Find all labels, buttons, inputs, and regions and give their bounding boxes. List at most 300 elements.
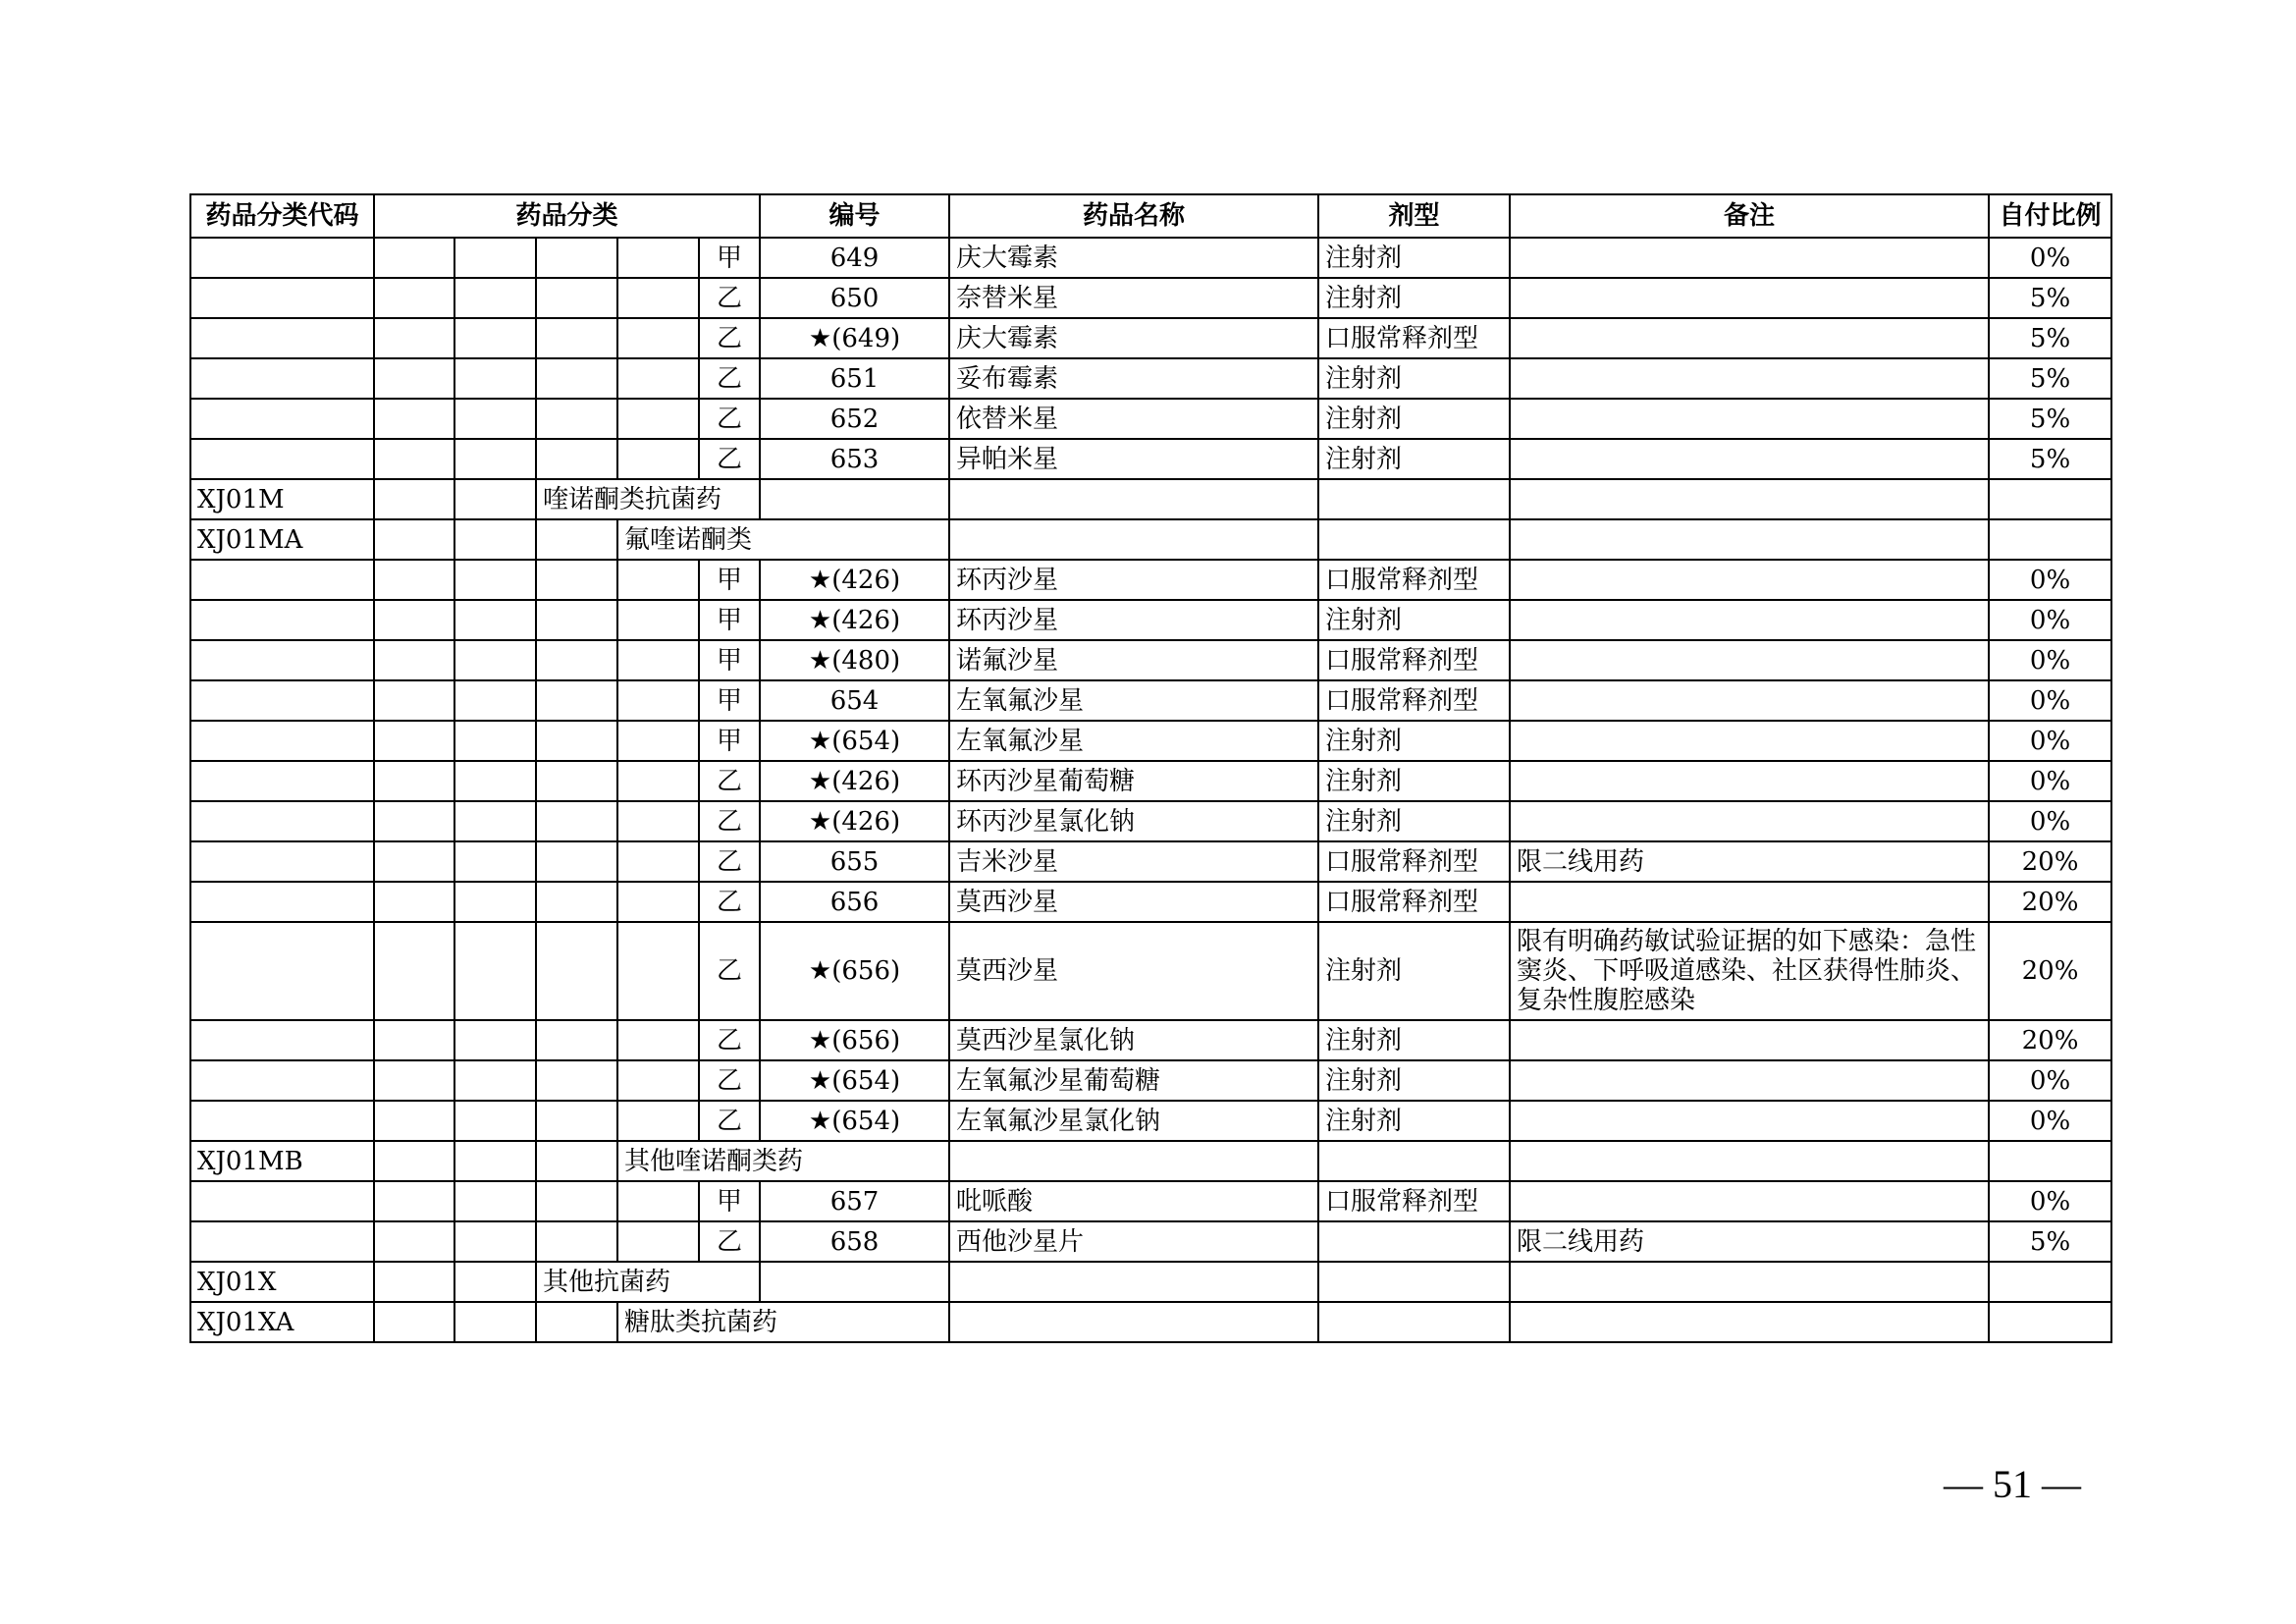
category-code-cell <box>190 238 374 278</box>
category-level-2-cell <box>454 560 536 600</box>
drug-name-cell: 庆大霉素 <box>949 238 1318 278</box>
table-row <box>190 680 2111 721</box>
remarks-cell <box>1510 399 1989 439</box>
category-code-cell: XJ01XA <box>190 1302 374 1342</box>
page-number: — 51 — <box>1944 1462 2081 1506</box>
category-level-3-cell <box>536 1101 617 1141</box>
self-pay-ratio-cell: 0% <box>1989 801 2111 841</box>
number-cell: 652 <box>760 399 949 439</box>
category-code-cell <box>190 680 374 721</box>
header-dosage-form: 剂型 <box>1318 194 1510 238</box>
table-row <box>190 1101 2111 1141</box>
category-level-1-cell <box>374 1181 454 1221</box>
remarks-cell <box>1510 761 1989 801</box>
self-pay-ratio-cell: 0% <box>1989 600 2111 640</box>
category-level-3-cell <box>536 600 617 640</box>
dosage-form-cell <box>1318 1141 1510 1181</box>
category-level-1-cell <box>374 1262 454 1302</box>
drug-name-cell <box>949 1141 1318 1181</box>
remarks-cell <box>1510 882 1989 922</box>
category-level-4-cell <box>617 721 699 761</box>
grade-cell: 乙 <box>699 801 760 841</box>
category-level-3-cell <box>536 801 617 841</box>
category-level-4-cell <box>617 1181 699 1221</box>
grade-cell: 乙 <box>699 841 760 882</box>
table-row <box>190 801 2111 841</box>
drug-name-cell: 奈替米星 <box>949 278 1318 318</box>
category-code-cell <box>190 1060 374 1101</box>
category-level-1-cell <box>374 439 454 479</box>
category-level-4-cell <box>617 801 699 841</box>
grade-cell: 乙 <box>699 1221 760 1262</box>
self-pay-ratio-cell <box>1989 1141 2111 1181</box>
drug-name-cell <box>949 1262 1318 1302</box>
grade-cell: 乙 <box>699 882 760 922</box>
category-code-cell: XJ01X <box>190 1262 374 1302</box>
category-level-2-cell <box>454 801 536 841</box>
category-code-cell <box>190 560 374 600</box>
number-cell: ★(426) <box>760 560 949 600</box>
self-pay-ratio-cell <box>1989 479 2111 519</box>
category-level-3-cell <box>536 439 617 479</box>
number-cell: 654 <box>760 680 949 721</box>
remarks-cell <box>1510 640 1989 680</box>
category-level-4-cell <box>617 640 699 680</box>
drug-name-cell: 莫西沙星 <box>949 882 1318 922</box>
category-level-4-cell <box>617 761 699 801</box>
remarks-cell <box>1510 1101 1989 1141</box>
remarks-cell <box>1510 1262 1989 1302</box>
number-cell: ★(654) <box>760 721 949 761</box>
category-code-cell <box>190 922 374 1020</box>
table-row <box>190 1221 2111 1262</box>
number-cell: ★(480) <box>760 640 949 680</box>
category-level-2-cell <box>454 238 536 278</box>
category-level-1-cell <box>374 1221 454 1262</box>
dosage-form-cell: 口服常释剂型 <box>1318 680 1510 721</box>
drug-name-cell: 妥布霉素 <box>949 358 1318 399</box>
category-level-4-cell <box>617 1060 699 1101</box>
category-code-cell: XJ01M <box>190 479 374 519</box>
category-level-1-cell <box>374 640 454 680</box>
dosage-form-cell: 口服常释剂型 <box>1318 882 1510 922</box>
grade-cell: 乙 <box>699 922 760 1020</box>
category-level-2-cell <box>454 1060 536 1101</box>
drug-name-cell: 左氧氟沙星葡萄糖 <box>949 1060 1318 1101</box>
category-level-4-cell <box>617 1101 699 1141</box>
dosage-form-cell: 注射剂 <box>1318 761 1510 801</box>
category-level-3-cell <box>536 922 617 1020</box>
table-row <box>190 600 2111 640</box>
dosage-form-cell <box>1318 1262 1510 1302</box>
category-level-2-cell <box>454 1302 536 1342</box>
category-code-cell: XJ01MB <box>190 1141 374 1181</box>
remarks-cell <box>1510 479 1989 519</box>
drug-name-cell <box>949 1302 1318 1342</box>
category-level-2-cell <box>454 1262 536 1302</box>
category-code-cell <box>190 439 374 479</box>
self-pay-ratio-cell: 5% <box>1989 439 2111 479</box>
category-code-cell <box>190 399 374 439</box>
remarks-cell <box>1510 1141 1989 1181</box>
self-pay-ratio-cell: 20% <box>1989 882 2111 922</box>
category-code-cell <box>190 600 374 640</box>
category-level-4-cell <box>617 1020 699 1060</box>
header-drug-name: 药品名称 <box>949 194 1318 238</box>
category-level-1-cell <box>374 721 454 761</box>
category-level-3-cell <box>536 238 617 278</box>
remarks-cell <box>1510 238 1989 278</box>
number-cell: ★(426) <box>760 600 949 640</box>
grade-cell: 乙 <box>699 1101 760 1141</box>
number-cell: 658 <box>760 1221 949 1262</box>
grade-cell: 甲 <box>699 238 760 278</box>
table-row <box>190 922 2111 1020</box>
grade-cell: 乙 <box>699 318 760 358</box>
drug-catalog-table <box>189 193 2112 1343</box>
table-row <box>190 761 2111 801</box>
category-level-2-cell <box>454 761 536 801</box>
dosage-form-cell: 注射剂 <box>1318 1101 1510 1141</box>
category-level-2-cell <box>454 278 536 318</box>
number-cell: ★(649) <box>760 318 949 358</box>
category-code-cell <box>190 882 374 922</box>
category-level-4-cell <box>617 238 699 278</box>
drug-name-cell: 左氧氟沙星 <box>949 680 1318 721</box>
number-cell: 649 <box>760 238 949 278</box>
category-label-cell: 糖肽类抗菌药 <box>617 1302 949 1342</box>
category-level-4-cell <box>617 882 699 922</box>
category-label-cell: 其他抗菌药 <box>536 1262 760 1302</box>
dosage-form-cell: 口服常释剂型 <box>1318 560 1510 600</box>
header-self-pay-ratio: 自付比例 <box>1989 194 2111 238</box>
self-pay-ratio-cell: 5% <box>1989 1221 2111 1262</box>
table-row <box>190 560 2111 600</box>
remarks-cell <box>1510 801 1989 841</box>
category-level-3-cell <box>536 721 617 761</box>
category-level-2-cell <box>454 882 536 922</box>
category-level-3-cell <box>536 560 617 600</box>
number-cell <box>760 479 949 519</box>
category-code-cell: XJ01MA <box>190 519 374 560</box>
remarks-cell <box>1510 1302 1989 1342</box>
category-level-3-cell <box>536 761 617 801</box>
category-level-2-cell <box>454 1221 536 1262</box>
dosage-form-cell: 口服常释剂型 <box>1318 841 1510 882</box>
dosage-form-cell <box>1318 1221 1510 1262</box>
category-label-cell: 其他喹诺酮类药 <box>617 1141 949 1181</box>
table-row <box>190 1302 2111 1342</box>
category-level-1-cell <box>374 519 454 560</box>
table-row <box>190 1060 2111 1101</box>
table-row <box>190 439 2111 479</box>
dosage-form-cell: 注射剂 <box>1318 278 1510 318</box>
grade-cell: 乙 <box>699 761 760 801</box>
header-category-code: 药品分类代码 <box>190 194 374 238</box>
drug-name-cell: 诺氟沙星 <box>949 640 1318 680</box>
remarks-cell <box>1510 439 1989 479</box>
category-level-4-cell <box>617 922 699 1020</box>
category-level-4-cell <box>617 399 699 439</box>
table-row <box>190 841 2111 882</box>
category-level-2-cell <box>454 640 536 680</box>
table-row <box>190 358 2111 399</box>
drug-name-cell: 吉米沙星 <box>949 841 1318 882</box>
drug-name-cell: 依替米星 <box>949 399 1318 439</box>
category-level-1-cell <box>374 479 454 519</box>
self-pay-ratio-cell: 5% <box>1989 399 2111 439</box>
self-pay-ratio-cell: 20% <box>1989 922 2111 1020</box>
category-level-2-cell <box>454 318 536 358</box>
table-row <box>190 1141 2111 1181</box>
category-level-4-cell <box>617 358 699 399</box>
grade-cell: 乙 <box>699 1020 760 1060</box>
self-pay-ratio-cell: 0% <box>1989 560 2111 600</box>
number-cell: 651 <box>760 358 949 399</box>
category-level-3-cell <box>536 318 617 358</box>
category-code-cell <box>190 318 374 358</box>
dosage-form-cell: 注射剂 <box>1318 801 1510 841</box>
drug-name-cell: 异帕米星 <box>949 439 1318 479</box>
drug-name-cell <box>949 519 1318 560</box>
category-level-2-cell <box>454 1141 536 1181</box>
category-level-3-cell <box>536 882 617 922</box>
self-pay-ratio-cell: 0% <box>1989 1181 2111 1221</box>
table-row <box>190 479 2111 519</box>
category-level-3-cell <box>536 680 617 721</box>
self-pay-ratio-cell: 5% <box>1989 358 2111 399</box>
category-level-2-cell <box>454 600 536 640</box>
category-level-2-cell <box>454 519 536 560</box>
category-level-1-cell <box>374 318 454 358</box>
table-row <box>190 399 2111 439</box>
category-level-4-cell <box>617 318 699 358</box>
category-level-1-cell <box>374 1060 454 1101</box>
grade-cell: 甲 <box>699 640 760 680</box>
dosage-form-cell: 注射剂 <box>1318 721 1510 761</box>
drug-name-cell: 西他沙星片 <box>949 1221 1318 1262</box>
remarks-cell <box>1510 519 1989 560</box>
grade-cell: 甲 <box>699 721 760 761</box>
table-row <box>190 238 2111 278</box>
self-pay-ratio-cell: 0% <box>1989 1060 2111 1101</box>
category-level-2-cell <box>454 721 536 761</box>
category-level-2-cell <box>454 1101 536 1141</box>
category-code-cell <box>190 761 374 801</box>
self-pay-ratio-cell: 0% <box>1989 1101 2111 1141</box>
category-level-4-cell <box>617 841 699 882</box>
category-code-cell <box>190 1101 374 1141</box>
category-level-1-cell <box>374 922 454 1020</box>
header-category: 药品分类 <box>374 194 760 238</box>
self-pay-ratio-cell: 0% <box>1989 721 2111 761</box>
self-pay-ratio-cell: 0% <box>1989 680 2111 721</box>
number-cell: ★(654) <box>760 1060 949 1101</box>
number-cell: 656 <box>760 882 949 922</box>
drug-name-cell: 庆大霉素 <box>949 318 1318 358</box>
remarks-cell <box>1510 1060 1989 1101</box>
category-level-3-cell <box>536 1020 617 1060</box>
category-level-1-cell <box>374 1020 454 1060</box>
category-level-3-cell <box>536 1141 617 1181</box>
dosage-form-cell: 注射剂 <box>1318 238 1510 278</box>
drug-name-cell: 环丙沙星葡萄糖 <box>949 761 1318 801</box>
remarks-cell <box>1510 680 1989 721</box>
dosage-form-cell <box>1318 479 1510 519</box>
number-cell: 657 <box>760 1181 949 1221</box>
category-code-cell <box>190 640 374 680</box>
remarks-cell <box>1510 318 1989 358</box>
number-cell: ★(654) <box>760 1101 949 1141</box>
grade-cell: 乙 <box>699 278 760 318</box>
category-level-1-cell <box>374 399 454 439</box>
category-code-cell <box>190 278 374 318</box>
self-pay-ratio-cell <box>1989 1302 2111 1342</box>
grade-cell: 乙 <box>699 399 760 439</box>
category-level-2-cell <box>454 1181 536 1221</box>
dosage-form-cell: 注射剂 <box>1318 439 1510 479</box>
drug-name-cell: 莫西沙星 <box>949 922 1318 1020</box>
self-pay-ratio-cell: 5% <box>1989 318 2111 358</box>
dosage-form-cell <box>1318 519 1510 560</box>
category-level-1-cell <box>374 600 454 640</box>
remarks-cell <box>1510 1020 1989 1060</box>
self-pay-ratio-cell: 0% <box>1989 640 2111 680</box>
grade-cell: 甲 <box>699 680 760 721</box>
category-code-cell <box>190 801 374 841</box>
drug-name-cell: 吡哌酸 <box>949 1181 1318 1221</box>
dosage-form-cell: 注射剂 <box>1318 358 1510 399</box>
number-cell: 653 <box>760 439 949 479</box>
category-code-cell <box>190 721 374 761</box>
dosage-form-cell: 口服常释剂型 <box>1318 640 1510 680</box>
category-code-cell <box>190 1020 374 1060</box>
drug-name-cell: 左氧氟沙星氯化钠 <box>949 1101 1318 1141</box>
number-cell: ★(656) <box>760 922 949 1020</box>
category-level-4-cell <box>617 560 699 600</box>
number-cell: 655 <box>760 841 949 882</box>
category-code-cell <box>190 1181 374 1221</box>
number-cell: ★(426) <box>760 761 949 801</box>
table-row <box>190 1020 2111 1060</box>
remarks-cell: 限二线用药 <box>1510 1221 1989 1262</box>
self-pay-ratio-cell: 0% <box>1989 238 2111 278</box>
category-level-3-cell <box>536 399 617 439</box>
category-level-1-cell <box>374 278 454 318</box>
self-pay-ratio-cell: 20% <box>1989 1020 2111 1060</box>
grade-cell: 甲 <box>699 560 760 600</box>
category-level-1-cell <box>374 801 454 841</box>
table-row <box>190 278 2111 318</box>
number-cell <box>760 1262 949 1302</box>
remarks-cell: 限有明确药敏试验证据的如下感染：急性窦炎、下呼吸道感染、社区获得性肺炎、复杂性腹腔感染 <box>1510 922 1989 1020</box>
table-body <box>190 238 2111 1342</box>
dosage-form-cell: 口服常释剂型 <box>1318 1181 1510 1221</box>
remarks-cell <box>1510 560 1989 600</box>
category-level-1-cell <box>374 882 454 922</box>
category-level-1-cell <box>374 1302 454 1342</box>
category-level-3-cell <box>536 358 617 399</box>
remarks-cell <box>1510 1181 1989 1221</box>
category-level-1-cell <box>374 560 454 600</box>
category-code-cell <box>190 358 374 399</box>
number-cell: ★(656) <box>760 1020 949 1060</box>
category-level-1-cell <box>374 680 454 721</box>
category-label-cell: 氟喹诺酮类 <box>617 519 949 560</box>
category-level-3-cell <box>536 1302 617 1342</box>
self-pay-ratio-cell: 0% <box>1989 761 2111 801</box>
category-level-4-cell <box>617 680 699 721</box>
dosage-form-cell: 注射剂 <box>1318 1060 1510 1101</box>
table-row <box>190 1262 2111 1302</box>
category-level-3-cell <box>536 1181 617 1221</box>
category-level-3-cell <box>536 519 617 560</box>
table-row <box>190 640 2111 680</box>
remarks-cell <box>1510 278 1989 318</box>
category-level-2-cell <box>454 841 536 882</box>
category-level-4-cell <box>617 600 699 640</box>
self-pay-ratio-cell: 20% <box>1989 841 2111 882</box>
remarks-cell <box>1510 358 1989 399</box>
category-level-1-cell <box>374 1141 454 1181</box>
table-row <box>190 519 2111 560</box>
category-level-1-cell <box>374 841 454 882</box>
category-level-3-cell <box>536 640 617 680</box>
dosage-form-cell: 注射剂 <box>1318 922 1510 1020</box>
category-level-4-cell <box>617 278 699 318</box>
self-pay-ratio-cell <box>1989 519 2111 560</box>
grade-cell: 甲 <box>699 1181 760 1221</box>
remarks-cell <box>1510 600 1989 640</box>
drug-name-cell: 环丙沙星 <box>949 560 1318 600</box>
category-level-3-cell <box>536 841 617 882</box>
category-level-2-cell <box>454 399 536 439</box>
table-row <box>190 318 2111 358</box>
header-remarks: 备注 <box>1510 194 1989 238</box>
grade-cell: 甲 <box>699 600 760 640</box>
self-pay-ratio-cell: 5% <box>1989 278 2111 318</box>
category-label-cell: 喹诺酮类抗菌药 <box>536 479 760 519</box>
number-cell: ★(426) <box>760 801 949 841</box>
drug-name-cell: 左氧氟沙星 <box>949 721 1318 761</box>
drug-name-cell: 环丙沙星 <box>949 600 1318 640</box>
table-row <box>190 721 2111 761</box>
dosage-form-cell <box>1318 1302 1510 1342</box>
category-code-cell <box>190 841 374 882</box>
drug-name-cell <box>949 479 1318 519</box>
dosage-form-cell: 口服常释剂型 <box>1318 318 1510 358</box>
number-cell: 650 <box>760 278 949 318</box>
category-level-2-cell <box>454 479 536 519</box>
remarks-cell <box>1510 721 1989 761</box>
category-level-1-cell <box>374 358 454 399</box>
dosage-form-cell: 注射剂 <box>1318 399 1510 439</box>
self-pay-ratio-cell <box>1989 1262 2111 1302</box>
drug-name-cell: 莫西沙星氯化钠 <box>949 1020 1318 1060</box>
category-level-3-cell <box>536 1060 617 1101</box>
category-level-1-cell <box>374 761 454 801</box>
category-level-2-cell <box>454 358 536 399</box>
category-level-2-cell <box>454 922 536 1020</box>
dosage-form-cell: 注射剂 <box>1318 1020 1510 1060</box>
grade-cell: 乙 <box>699 1060 760 1101</box>
category-level-4-cell <box>617 1221 699 1262</box>
category-level-2-cell <box>454 439 536 479</box>
dosage-form-cell: 注射剂 <box>1318 600 1510 640</box>
category-level-3-cell <box>536 1221 617 1262</box>
category-level-1-cell <box>374 238 454 278</box>
grade-cell: 乙 <box>699 358 760 399</box>
